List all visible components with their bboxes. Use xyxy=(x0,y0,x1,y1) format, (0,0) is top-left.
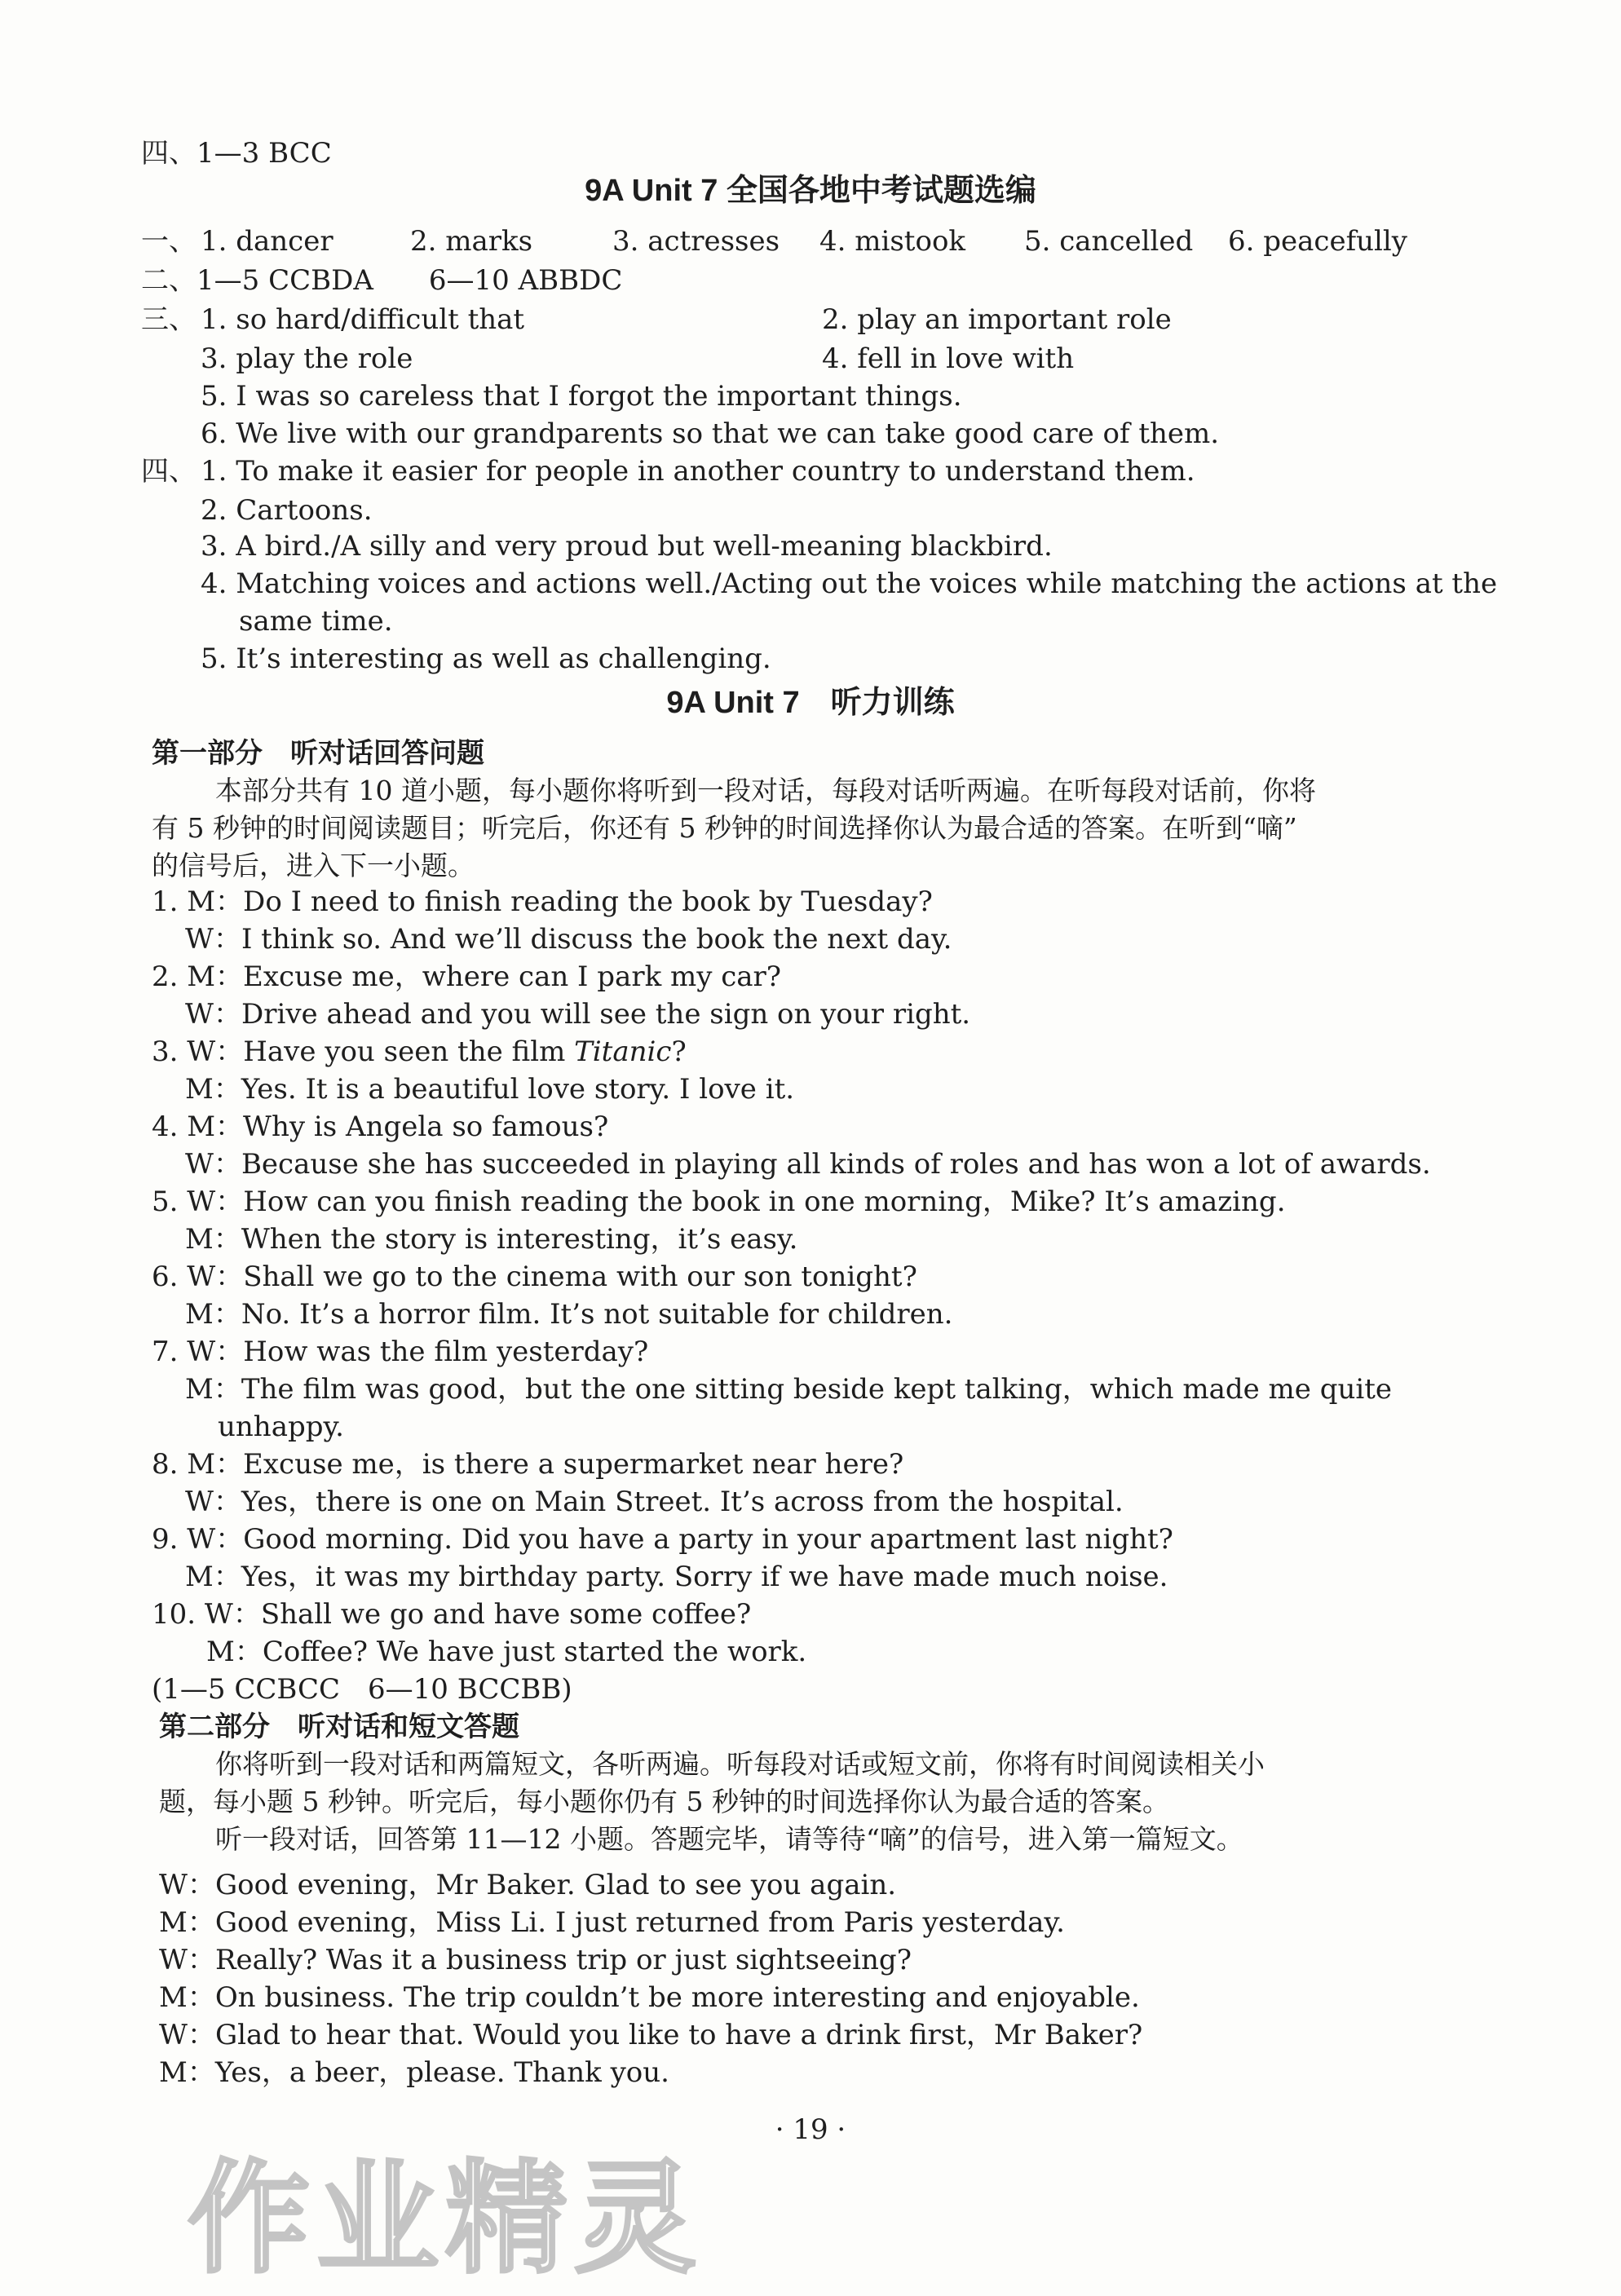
part3-label: 三、 xyxy=(141,303,197,336)
dialogue-answer: W：Because she has succeeded in playing all kinds of roles and has won a lot of awards. xyxy=(185,1148,1431,1181)
dialogue-line: M：Good evening，Miss Li. I just returned from Paris yesterday. xyxy=(159,1906,1065,1939)
question-mark: ? xyxy=(671,1035,687,1068)
listening-title: 9A Unit 7 听力训练 xyxy=(666,686,955,720)
dialogue-question: 2. M：Excuse me，where can I park my car? xyxy=(152,960,782,993)
dialogue-answer-cont: unhappy. xyxy=(218,1411,344,1443)
dialogue-question: 4. M：Why is Angela so famous? xyxy=(152,1110,609,1143)
section2-instruction: 题，每小题 5 秒钟。听完后，每小题你仍有 5 秒钟的时间选择你认为最合适的答案。 xyxy=(159,1786,1169,1817)
dialogue-question: 7. W：How was the film yesterday? xyxy=(152,1336,649,1368)
part2-answers: 二、1—5 CCBDA 6—10 ABBDC xyxy=(141,264,623,297)
film-title: Titanic xyxy=(574,1035,672,1068)
dialogue-question: 5. W：How can you finish reading the book in one morning，Mike? It’s amazing. xyxy=(152,1186,1286,1218)
section1-answer-key: (1—5 CCBCC 6—10 BCCBB) xyxy=(152,1673,572,1706)
dialogue-line: W：Good evening，Mr Baker. Glad to see you again. xyxy=(159,1869,897,1901)
part3-row1 xyxy=(141,302,1283,338)
part1-item: 4. mistook xyxy=(819,225,966,258)
dialogue-answer: M：The film was good，but the one sitting beside kept talking，which made me quite xyxy=(185,1373,1393,1406)
section1-instruction: 有 5 秒钟的时间阅读题目；听完后，你还有 5 秒钟的时间选择你认为最合适的答案。在听到“嘀” xyxy=(152,812,1297,844)
dialogue-answer: M：Yes. It is a beautiful love story. I love it. xyxy=(185,1073,795,1106)
part1-row xyxy=(141,223,1462,259)
watermark: 作业精灵 xyxy=(188,2148,704,2290)
part3-item: 5. I was so careless that I forgot the important things. xyxy=(201,380,962,413)
part3-item: 4. fell in love with xyxy=(822,342,1075,375)
part1-label: 一、 xyxy=(141,225,197,258)
dialogue-answer: W：Yes，there is one on Main Street. It’s across from the hospital. xyxy=(185,1486,1124,1518)
question-text: 3. W：Have you seen the film xyxy=(152,1035,575,1068)
dialogue-answer: W：Drive ahead and you will see the sign on your right. xyxy=(185,998,971,1031)
part3-item: 3. play the role xyxy=(201,342,413,375)
part4-item: 5. It’s interesting as well as challenging. xyxy=(201,642,771,675)
part1-item: 5. cancelled xyxy=(1024,225,1194,258)
section2-instruction: 你将听到一段对话和两篇短文，各听两遍。听每段对话或短文前，你将有时间阅读相关小 xyxy=(215,1748,1265,1780)
dialogue-question: 6. W：Shall we go to the cinema with our son tonight? xyxy=(152,1261,917,1293)
part3-item: 2. play an important role xyxy=(822,303,1172,336)
dialogue-line: W：Really? Was it a business trip or just sightseeing? xyxy=(159,1944,912,1976)
section2-title: 第二部分 听对话和短文答题 xyxy=(159,1711,519,1742)
dialogue-answer: M：Coffee? We have just started the work. xyxy=(206,1636,807,1668)
dialogue-question: 9. W：Good morning. Did you have a party in your apartment last night? xyxy=(152,1523,1173,1556)
part1-item: 6. peacefully xyxy=(1228,225,1408,258)
part1-item: 2. marks xyxy=(410,225,533,258)
dialogue-line: W：Glad to hear that. Would you like to have a drink first，Mr Baker? xyxy=(159,2019,1143,2051)
section1-title: 第一部分 听对话回答问题 xyxy=(152,738,484,769)
section1-instruction: 的信号后，进入下一小题。 xyxy=(152,850,475,881)
dialogue-answer: W：I think so. And we’ll discuss the book the next day. xyxy=(185,923,952,956)
top-answer: 四、1—3 BCC xyxy=(141,137,332,170)
part1-item: 3. actresses xyxy=(612,225,780,258)
dialogue-answer: M：Yes，it was my birthday party. Sorry if we have made much noise. xyxy=(185,1561,1168,1593)
section2-instruction: 听一段对话，回答第 11—12 小题。答题完毕，请等待“嘀”的信号，进入第一篇短文。 xyxy=(215,1823,1243,1855)
part1-item: 1. dancer xyxy=(201,225,333,258)
part4-label: 四、 xyxy=(141,455,197,488)
part4-item: 3. A bird./A silly and very proud but well-meaning blackbird. xyxy=(201,530,1053,563)
dialogue-question xyxy=(152,1034,687,1070)
part3-row2 xyxy=(141,341,1283,377)
part4-item: 2. Cartoons. xyxy=(201,494,373,527)
dialogue-answer: M：When the story is interesting，it’s easy. xyxy=(185,1223,798,1256)
part3-item: 6. We live with our grandparents so that we can take good care of them. xyxy=(201,417,1220,450)
dialogue-question: 1. M：Do I need to finish reading the book by Tuesday? xyxy=(152,885,933,918)
part4-item: 1. To make it easier for people in another country to understand them. xyxy=(201,455,1195,488)
part4-item-cont: same time. xyxy=(239,605,393,638)
dialogue-answer: M：No. It’s a horror film. It’s not suitable for children. xyxy=(185,1298,953,1331)
dialogue-line: M：On business. The trip couldn’t be more interesting and enjoyable. xyxy=(159,1981,1140,2014)
section1-instruction: 本部分共有 10 道小题，每小题你将听到一段对话，每段对话听两遍。在听每段对话前，你将 xyxy=(215,775,1316,806)
dialogue-question: 8. M：Excuse me，is there a supermarket near here? xyxy=(152,1448,904,1481)
dialogue-question: 10. W：Shall we go and have some coffee? xyxy=(152,1598,752,1631)
unit7-exam-title: 9A Unit 7 全国各地中考试题选编 xyxy=(585,174,1036,208)
part3-item: 1. so hard/difficult that xyxy=(201,303,525,336)
part4-item: 4. Matching voices and actions well./Acting out the voices while matching the actions at the xyxy=(201,567,1498,600)
page-number: · 19 · xyxy=(775,2113,846,2146)
dialogue-line: M：Yes，a beer，please. Thank you. xyxy=(159,2056,669,2089)
